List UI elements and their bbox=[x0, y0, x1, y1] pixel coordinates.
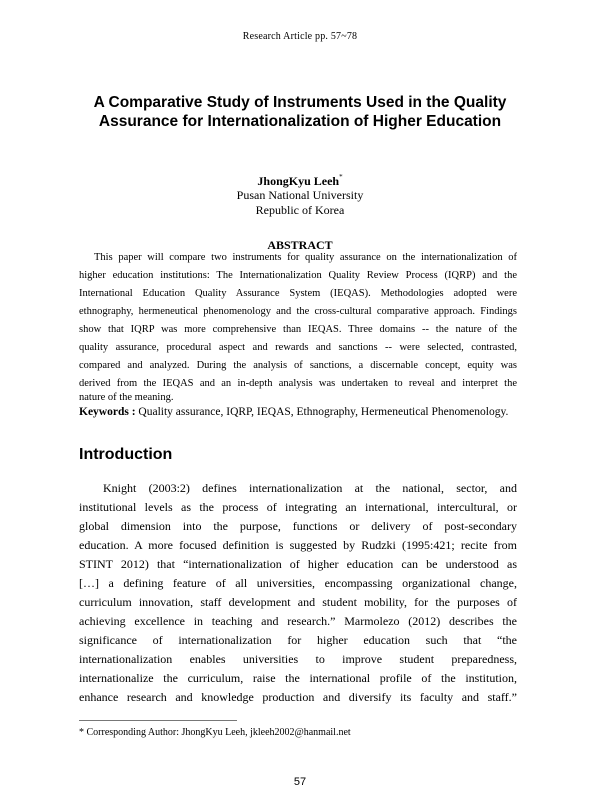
page-number: 57 bbox=[293, 776, 307, 788]
body-line: achieving excellence in teaching and research.” Marmolezo (2012) describes the bbox=[79, 614, 517, 628]
author-name bbox=[0, 173, 600, 189]
abstract-line: This paper will compare two instruments for quality assurance on the internationalization of bbox=[94, 252, 517, 263]
body-line: STINT 2012) that “internationalization of higher education can be understood as bbox=[79, 557, 517, 571]
keywords-text: Quality assurance, IQRP, IEQAS, Ethnography, Hermeneutical Phenomenology. bbox=[138, 406, 509, 418]
body-line: internationalization enables universities to improve student preparedness, bbox=[79, 652, 517, 666]
abstract-line: quality assurance, procedural aspect and rewards and sanctions -- were selected, contrasted, bbox=[79, 342, 517, 353]
body-line: […] a defining feature of all universities, encompassing organizational change, bbox=[79, 576, 517, 590]
abstract-line: show that IQRP was more comprehensive than IEQAS. Three domains -- the nature of the bbox=[79, 324, 517, 335]
body-line: significance of internationalization for higher education such that “the bbox=[79, 633, 517, 647]
abstract-line: nature of the meaning. bbox=[79, 392, 174, 403]
abstract-heading: ABSTRACT bbox=[267, 238, 333, 252]
body-line: curriculum innovation, staff development and student mobility, for the purposes of bbox=[79, 595, 517, 609]
body-line: education. A more focused definition is suggested by Rudzki (1995:421; recite from bbox=[79, 538, 517, 552]
body-line: enhance research and knowledge production and diversify its faculty and staff.” bbox=[79, 690, 517, 704]
author-marker: * bbox=[339, 173, 343, 181]
body-line: internationalize the curriculum, raise the international profile of the institution, bbox=[79, 671, 517, 685]
abstract-line: ethnography, hermeneutical phenomenology and the cross-cultural comparative approach. Findings bbox=[79, 306, 517, 317]
abstract-line: compared and analyzed. During the analysis of sanctions, a discernable concept, equity was bbox=[79, 360, 517, 371]
author-country: Republic of Korea bbox=[255, 203, 345, 217]
title-line-1: A Comparative Study of Instruments Used in the Quality bbox=[93, 94, 507, 111]
abstract-line: derived from the IEQAS and an in-depth analysis was undertaken to reveal and interpret the bbox=[79, 378, 517, 389]
running-head: Research Article pp. 57~78 bbox=[242, 31, 358, 42]
author-name-text: JhongKyu Leeh bbox=[257, 174, 340, 188]
footnote: * Corresponding Author: JhongKyu Leeh, jkleeh2002@hanmail.net bbox=[79, 727, 351, 738]
body-line: Knight (2003:2) defines internationalization at the national, sector, and bbox=[103, 481, 517, 495]
title-line-2: Assurance for Internationalization of Higher Education bbox=[98, 113, 502, 130]
body-line: institutional levels as the process of integrating an international, intercultural, or bbox=[79, 500, 517, 514]
author-affiliation: Pusan National University bbox=[236, 188, 364, 202]
footnote-rule bbox=[79, 720, 237, 721]
abstract-line: higher education institutions: The Internationalization Quality Review Process (IQRP) and the bbox=[79, 270, 517, 281]
section-heading-introduction: Introduction bbox=[79, 446, 173, 463]
abstract-line: International Education Quality Assurance System (IEQAS). Methodologies adopted were bbox=[79, 288, 517, 299]
keywords bbox=[79, 406, 529, 418]
keywords-label: Keywords : bbox=[79, 406, 136, 418]
body-line: global dimension into the purpose, functions or delivery of post-secondary bbox=[79, 519, 517, 533]
